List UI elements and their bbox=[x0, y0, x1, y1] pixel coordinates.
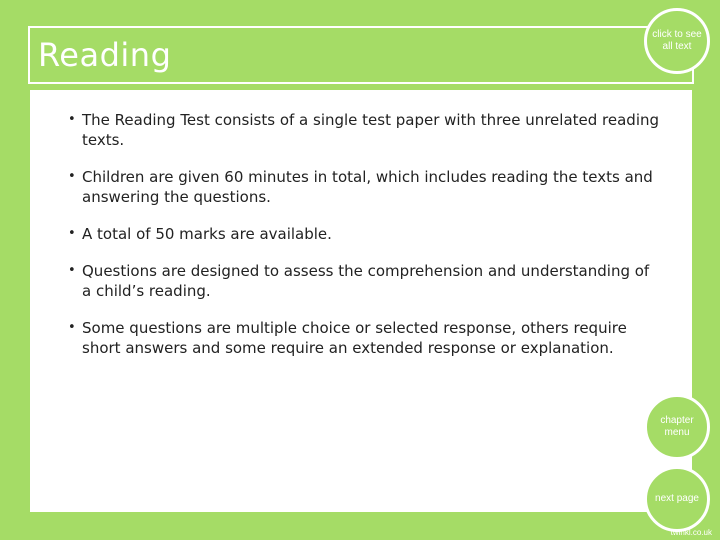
bullet-icon: • bbox=[68, 320, 76, 335]
bullet-icon: • bbox=[68, 112, 76, 127]
bullet-icon: • bbox=[68, 226, 76, 241]
list-item-text: A total of 50 marks are available. bbox=[82, 225, 332, 243]
list-item-text: Children are given 60 minutes in total, which includes reading the texts and answering the questions. bbox=[82, 168, 653, 206]
list-item-text: Some questions are multiple choice or selected response, others require short answers and some require an extended response or explanation. bbox=[82, 319, 627, 357]
list-item bbox=[68, 318, 662, 358]
bullet-icon: • bbox=[68, 169, 76, 184]
see-all-text-label: click to see all text bbox=[652, 29, 702, 52]
list-item-text: The Reading Test consists of a single test paper with three unrelated reading texts. bbox=[82, 111, 660, 149]
next-page-label: next page bbox=[655, 493, 699, 504]
next-page-button[interactable] bbox=[644, 466, 710, 532]
list-item bbox=[68, 224, 662, 244]
page-title: Reading bbox=[38, 36, 172, 74]
bullet-icon: • bbox=[68, 263, 76, 278]
list-item bbox=[68, 110, 662, 150]
list-item bbox=[68, 261, 662, 301]
chapter-menu-label: chapter menu bbox=[660, 415, 694, 438]
bullet-list bbox=[30, 90, 692, 358]
list-item bbox=[68, 167, 662, 207]
see-all-text-button[interactable] bbox=[644, 8, 710, 74]
site-footer: twinkl.co.uk bbox=[670, 528, 712, 537]
content-panel bbox=[30, 90, 692, 512]
list-item-text: Questions are designed to assess the comprehension and understanding of a child’s reading. bbox=[82, 262, 650, 300]
chapter-menu-button[interactable] bbox=[644, 394, 710, 460]
